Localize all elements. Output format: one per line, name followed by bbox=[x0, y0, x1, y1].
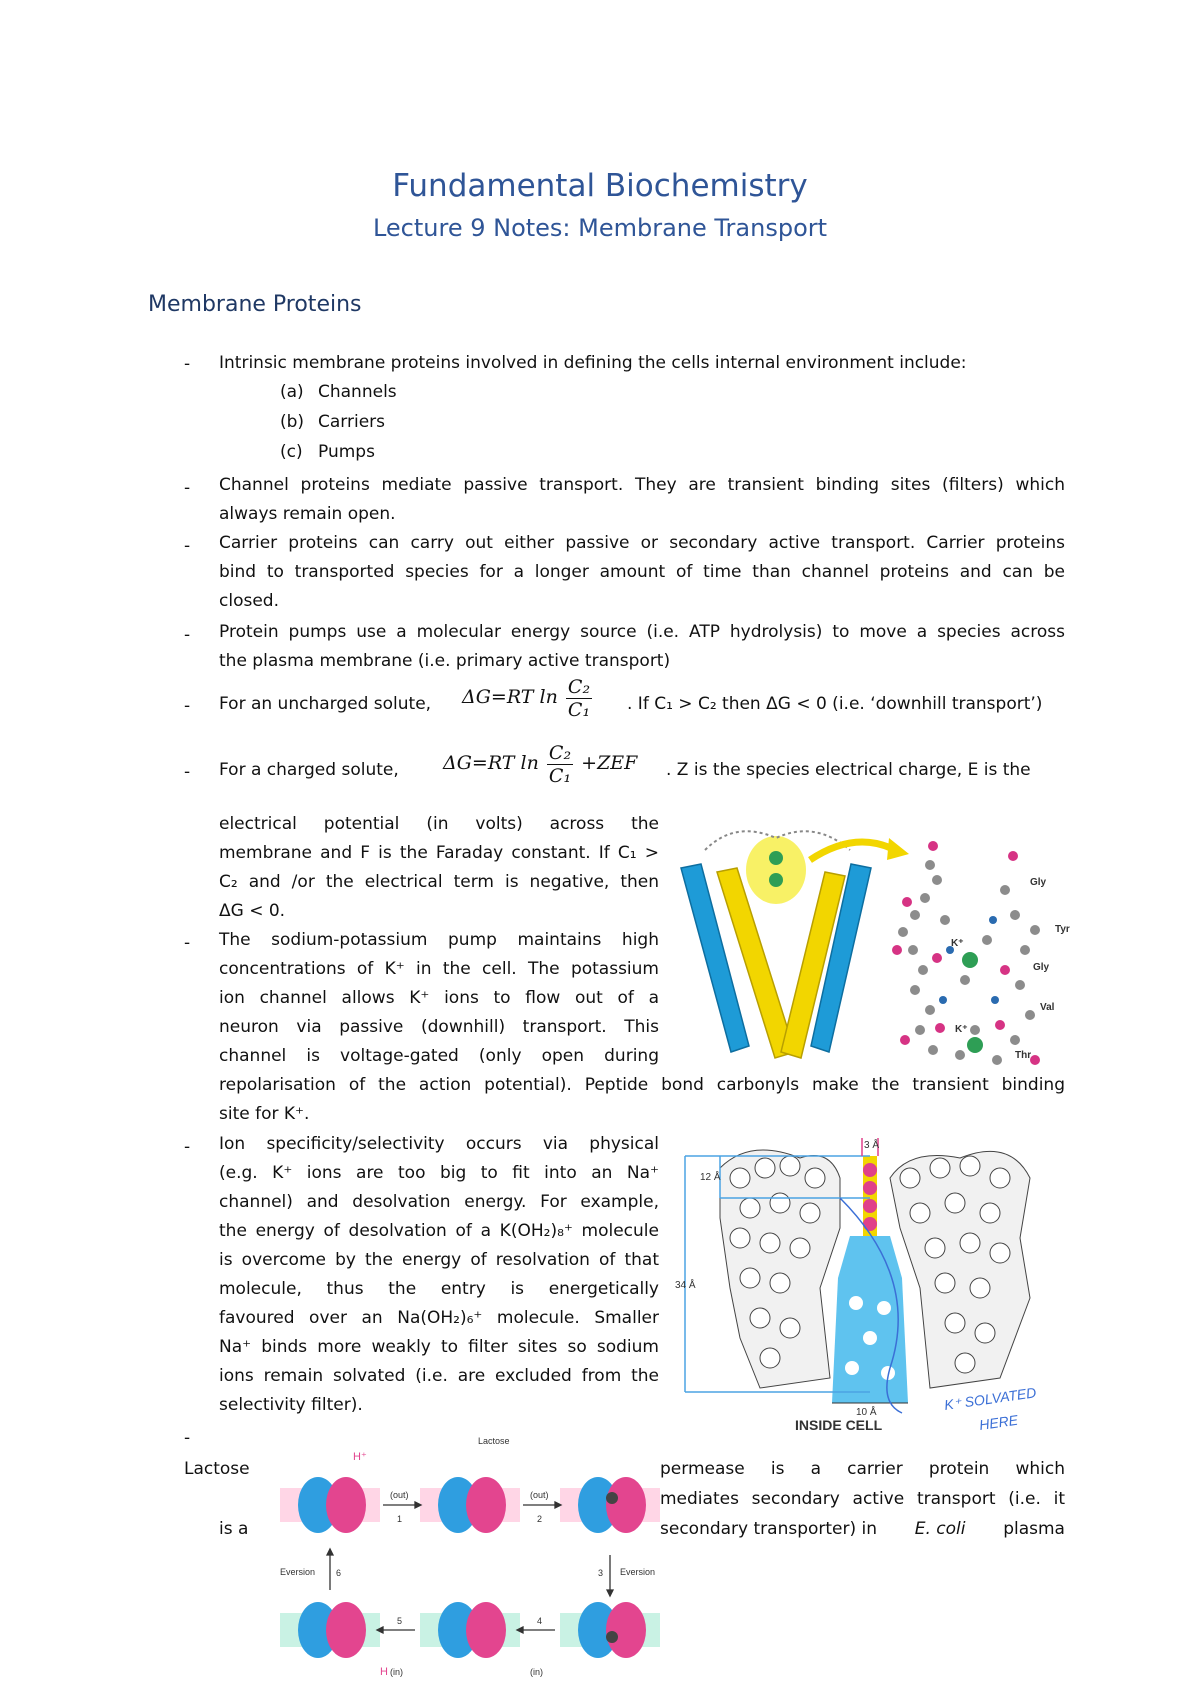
bullet-8-line-3: channel) and desolvation energy. For example, bbox=[219, 1192, 659, 1212]
equation-lhs: ΔG=RT ln bbox=[443, 752, 539, 774]
bullet-8-line-5: is overcome by the energy of resolvation of that bbox=[219, 1250, 659, 1270]
equation-uncharged bbox=[462, 676, 595, 721]
bullet-2-line-2: always remain open. bbox=[219, 504, 396, 524]
figure-caption: INSIDE CELL bbox=[795, 1417, 883, 1433]
selectivity-filter-figure bbox=[675, 1138, 1070, 1438]
bullet-dash: - bbox=[184, 933, 191, 953]
bullet-5-suffix: . If C₁ > C₂ then ΔG < 0 (i.e. ‘downhill transport’) bbox=[627, 694, 1043, 714]
equation-fraction bbox=[547, 742, 573, 787]
step-number: 3 bbox=[598, 1568, 604, 1578]
section-heading: Membrane Proteins bbox=[148, 292, 362, 317]
bullet-2-line-1: Channel proteins mediate passive transport. They are transient binding sites (filters) which bbox=[219, 475, 1065, 495]
handwritten-text: HERE bbox=[978, 1411, 1019, 1433]
proton-label: H bbox=[380, 1666, 388, 1678]
channel-helices bbox=[681, 831, 909, 1058]
bullet-dash: - bbox=[184, 696, 191, 716]
residue-label: Thr bbox=[1015, 1050, 1032, 1061]
bullet-5-prefix: For an uncharged solute, bbox=[219, 694, 432, 714]
step-number: 2 bbox=[537, 1514, 543, 1524]
bullet-7-line-2: concentrations of K⁺ in the cell. The potassium bbox=[219, 959, 659, 979]
equation-lhs: ΔG=RT ln bbox=[462, 686, 558, 708]
potassium-channel-figure bbox=[675, 820, 1070, 1075]
bullet-8-line-2: (e.g. K⁺ ions are too big to fit into an Na⁺ bbox=[219, 1163, 659, 1183]
bullet-dash: - bbox=[184, 354, 191, 374]
bullet-4-line-2: the plasma membrane (i.e. primary active transport) bbox=[219, 651, 671, 671]
step-number: 1 bbox=[397, 1514, 403, 1524]
handwritten-text: K⁺ SOLVATED bbox=[943, 1384, 1038, 1413]
bullet-9-right-3-post: plasma bbox=[1003, 1519, 1065, 1539]
bullet-dash: - bbox=[184, 478, 191, 498]
ion-label: K⁺ bbox=[951, 938, 964, 949]
bullet-7-line-3: ion channel allows K⁺ ions to flow out of a bbox=[219, 988, 659, 1008]
list-item-text: Carriers bbox=[318, 412, 385, 432]
bullet-9-left-2: is a bbox=[219, 1519, 249, 1539]
bullet-1-text: Intrinsic membrane proteins involved in defining the cells internal environment include: bbox=[219, 353, 967, 373]
list-item-text: Pumps bbox=[318, 442, 375, 462]
bullet-3-line-2: bind to transported species for a longer amount of time than channel proteins and can be bbox=[219, 562, 1065, 582]
bullet-7-line-1: The sodium-potassium pump maintains high bbox=[219, 930, 659, 950]
step-number: 4 bbox=[537, 1616, 543, 1626]
list-item-label: (b) bbox=[280, 412, 305, 432]
list-item-b bbox=[280, 412, 385, 432]
out-label: (out) bbox=[390, 1490, 409, 1500]
dimension-label: 12 Å bbox=[700, 1172, 721, 1183]
bullet-dash: - bbox=[184, 625, 191, 645]
list-item-label: (c) bbox=[280, 442, 303, 462]
bullet-9-right-3 bbox=[660, 1515, 1065, 1544]
ion-label: K⁺ bbox=[955, 1024, 968, 1035]
equation-charged bbox=[443, 742, 637, 787]
eversion-label: Eversion bbox=[620, 1567, 656, 1577]
equation-numerator: C₂ bbox=[548, 742, 572, 764]
equation-numerator: C₂ bbox=[567, 676, 591, 698]
residue-label: Gly bbox=[1030, 877, 1047, 888]
bullet-3-line-3: closed. bbox=[219, 591, 279, 611]
lactose-permease-figure bbox=[280, 1430, 660, 1680]
bullet-9-right-3-pre: secondary transporter) in bbox=[660, 1519, 878, 1539]
bullet-7-line-5: channel is voltage-gated (only open during bbox=[219, 1046, 659, 1066]
step-number: 5 bbox=[397, 1616, 403, 1626]
bullet-9-right-1: permease is a carrier protein which bbox=[660, 1459, 1065, 1479]
document-subtitle: Lecture 9 Notes: Membrane Transport bbox=[372, 214, 828, 242]
equation-denominator: C₁ bbox=[548, 765, 572, 787]
bullet-dash: - bbox=[184, 1428, 191, 1448]
bullet-6-line-2: electrical potential (in volts) across the bbox=[219, 814, 659, 834]
bullet-7-line-6: repolarisation of the action potential). Peptide bond carbonyls make the transient binding bbox=[219, 1075, 1065, 1095]
bullet-6-prefix: For a charged solute, bbox=[219, 760, 399, 780]
in-label: (in) bbox=[390, 1667, 403, 1677]
proton-label: H⁺ bbox=[353, 1451, 367, 1463]
bullet-3-line-1: Carrier proteins can carry out either passive or secondary active transport. Carrier proteins bbox=[219, 533, 1065, 553]
document-title: Fundamental Biochemistry bbox=[392, 168, 808, 204]
bullet-4-line-1: Protein pumps use a molecular energy source (i.e. ATP hydrolysis) to move a species across bbox=[219, 622, 1065, 642]
bullet-8-line-8: Na⁺ binds more weakly to filter sites so sodium bbox=[219, 1337, 659, 1357]
dimension-label: 3 Å bbox=[864, 1140, 880, 1151]
dimension-label: 34 Å bbox=[675, 1280, 696, 1291]
bullet-dash: - bbox=[184, 536, 191, 556]
bullet-6-line-4: C₂ and /or the electrical term is negative, then bbox=[219, 872, 659, 892]
bullet-6-line-3: membrane and F is the Faraday constant. If C₁ > bbox=[219, 843, 659, 863]
equation-rhs: +ZEF bbox=[581, 752, 638, 774]
bullet-9-right-2: mediates secondary active transport (i.e. it bbox=[660, 1489, 1065, 1509]
bullet-dash: - bbox=[184, 1137, 191, 1157]
step-number: 6 bbox=[336, 1568, 342, 1578]
bullet-9-right-3-em: E. coli bbox=[914, 1519, 966, 1539]
list-item-a bbox=[280, 382, 397, 402]
dimension-label: 10 Å bbox=[856, 1407, 877, 1418]
bullet-8-line-10: selectivity filter). bbox=[219, 1395, 363, 1415]
bullet-dash: - bbox=[184, 762, 191, 782]
in-label: (in) bbox=[530, 1667, 543, 1677]
bullet-8-line-7: favoured over an Na(OH₂)₆⁺ molecule. Smaller bbox=[219, 1308, 659, 1328]
out-label: (out) bbox=[530, 1490, 549, 1500]
equation-denominator: C₁ bbox=[567, 699, 591, 721]
residue-label: Gly bbox=[1033, 962, 1050, 973]
bullet-8-line-4: the energy of desolvation of a K(OH₂)₈⁺ molecule bbox=[219, 1221, 659, 1241]
bullet-6-suffix: . Z is the species electrical charge, E is the bbox=[666, 760, 1031, 780]
bullet-7-line-4: neuron via passive (downhill) transport. This bbox=[219, 1017, 659, 1037]
bullet-8-line-1: Ion specificity/selectivity occurs via physical bbox=[219, 1134, 659, 1154]
list-item-text: Channels bbox=[318, 382, 397, 402]
eversion-label: Eversion bbox=[280, 1567, 316, 1577]
list-item-label: (a) bbox=[280, 382, 304, 402]
equation-fraction bbox=[566, 676, 592, 721]
residue-label: Val bbox=[1040, 1002, 1055, 1013]
bullet-8-line-9: ions remain solvated (i.e. are excluded from the bbox=[219, 1366, 659, 1386]
bullet-8-line-6: molecule, thus the entry is energetically bbox=[219, 1279, 659, 1299]
bullet-6-line-5: ΔG < 0. bbox=[219, 901, 286, 921]
list-item-c bbox=[280, 442, 375, 462]
residue-label: Tyr bbox=[1055, 924, 1070, 935]
bullet-9-left-1: Lactose bbox=[184, 1459, 250, 1479]
bullet-7-line-7: site for K⁺. bbox=[219, 1104, 310, 1124]
lactose-label: Lactose bbox=[478, 1436, 510, 1446]
